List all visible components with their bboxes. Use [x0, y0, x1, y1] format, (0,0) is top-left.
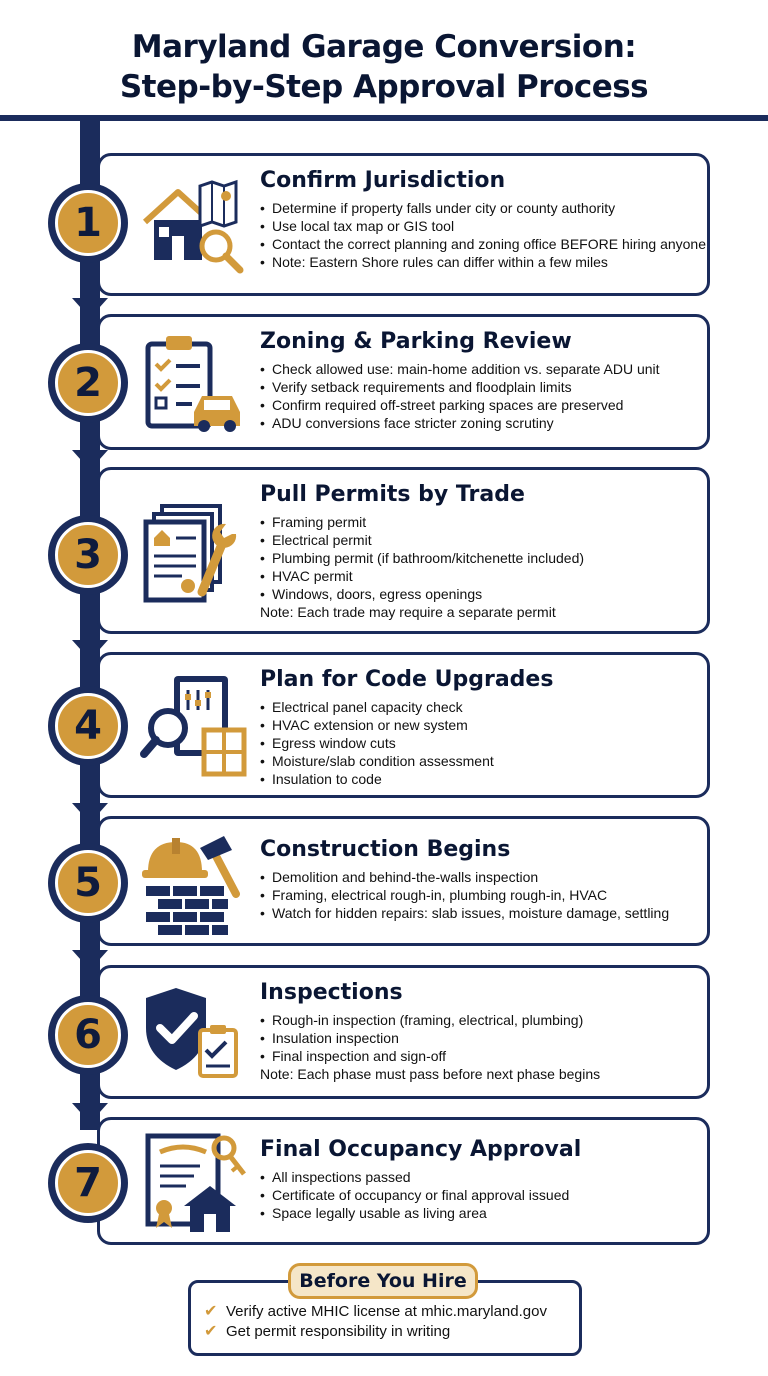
step-number-badge-2: [48, 343, 128, 423]
step-number-2: 2: [55, 350, 121, 416]
step-list-6: [260, 1011, 758, 1083]
list-item: • Egress window cuts: [260, 734, 758, 752]
list-item: • Space legally usable as living area: [260, 1204, 758, 1222]
list-item: • Final inspection and sign-off: [260, 1047, 758, 1065]
step-number-badge-4: [48, 686, 128, 766]
step-title-3: Pull Permits by Trade: [260, 482, 525, 507]
list-item: • Note: Eastern Shore rules can differ within a few miles: [260, 253, 758, 271]
step-title-2: Zoning & Parking Review: [260, 329, 572, 354]
list-item: • Contact the correct planning and zoning office BEFORE hiring anyone: [260, 235, 758, 253]
step-text-6: [260, 979, 758, 1083]
step-list-3: [260, 513, 758, 621]
step-title-6: Inspections: [260, 980, 403, 1005]
step-number-7: 7: [55, 1150, 121, 1216]
list-item: • Electrical panel capacity check: [260, 698, 758, 716]
step-list-5: [260, 868, 758, 922]
step-number-badge-6: [48, 995, 128, 1075]
list-item: • Confirm required off-street parking spaces are preserved: [260, 396, 758, 414]
step-note-6: Note: Each phase must pass before next phase begins: [260, 1066, 601, 1082]
list-item: • Check allowed use: main-home addition vs. separate ADU unit: [260, 360, 758, 378]
step-title-1: Confirm Jurisdiction: [260, 168, 506, 193]
step-text-1: [260, 167, 758, 271]
list-item: • Windows, doors, egress openings: [260, 585, 758, 603]
step-text-2: [260, 328, 758, 432]
list-item: • Plumbing permit (if bathroom/kitchenette included): [260, 549, 758, 567]
step-text-5: [260, 836, 758, 922]
before-you-hire-title: Before You Hire: [288, 1263, 478, 1299]
step-number-badge-5: [48, 843, 128, 923]
step-number-badge-3: [48, 515, 128, 595]
step-list-7: [260, 1168, 758, 1222]
step-number-badge-7: [48, 1143, 128, 1223]
timeline-arrow-1: [72, 298, 108, 318]
step-list-1: [260, 199, 758, 271]
title-line-1: Maryland Garage Conversion:: [131, 29, 637, 65]
list-item: • Moisture/slab condition assessment: [260, 752, 758, 770]
step-number-5: 5: [55, 850, 121, 916]
clipboard-car-icon: [140, 330, 250, 440]
hire-item-permit: [204, 1322, 547, 1342]
list-item: • Framing, electrical rough-in, plumbing rough-in, HVAC: [260, 886, 758, 904]
list-item: • Rough-in inspection (framing, electrical, plumbing): [260, 1011, 758, 1029]
house-map-magnifier-icon: [140, 172, 250, 282]
list-item: • Demolition and behind-the-walls inspection: [260, 868, 758, 886]
step-title-4: Plan for Code Upgrades: [260, 667, 554, 692]
list-item: • Verify setback requirements and floodplain limits: [260, 378, 758, 396]
step-number-6: 6: [55, 1002, 121, 1068]
step-number-4: 4: [55, 693, 121, 759]
list-item: • Use local tax map or GIS tool: [260, 217, 758, 235]
certificate-house-key-icon: [140, 1130, 250, 1240]
step-number-badge-1: [48, 183, 128, 263]
step-title-7: Final Occupancy Approval: [260, 1137, 582, 1162]
checkmark-icon: ✔: [204, 1323, 218, 1340]
list-item: • HVAC permit: [260, 567, 758, 585]
header-divider: [0, 115, 768, 121]
list-item: • Framing permit: [260, 513, 758, 531]
timeline-arrow-2: [72, 450, 108, 470]
electrical-panel-window-icon: [140, 670, 250, 780]
title-line-2: Step-by-Step Approval Process: [119, 69, 649, 105]
step-text-4: [260, 666, 758, 788]
step-list-2: [260, 360, 758, 432]
step-list-4: [260, 698, 758, 788]
step-number-1: 1: [55, 190, 121, 256]
step-note-3: Note: Each trade may require a separate permit: [260, 604, 556, 620]
list-item: • Watch for hidden repairs: slab issues, moisture damage, settling: [260, 904, 758, 922]
list-item: • ADU conversions face stricter zoning scrutiny: [260, 414, 758, 432]
step-title-5: Construction Begins: [260, 837, 511, 862]
checkmark-icon: ✔: [204, 1303, 218, 1320]
step-number-3: 3: [55, 522, 121, 588]
hire-item-text: Verify active MHIC license at mhic.maryland.gov: [226, 1303, 547, 1320]
shield-checklist-icon: [140, 980, 250, 1090]
step-text-7: [260, 1136, 758, 1222]
hire-item-text: Get permit responsibility in writing: [226, 1323, 451, 1340]
list-item: • Determine if property falls under city or county authority: [260, 199, 758, 217]
before-you-hire-list: [204, 1302, 547, 1342]
step-text-3: [260, 481, 758, 621]
permit-documents-wrench-icon: [140, 500, 250, 610]
page-title: [0, 0, 768, 107]
list-item: • Insulation to code: [260, 770, 758, 788]
page-header: [0, 0, 768, 120]
list-item: • HVAC extension or new system: [260, 716, 758, 734]
list-item: • Insulation inspection: [260, 1029, 758, 1047]
list-item: • Certificate of occupancy or final approval issued: [260, 1186, 758, 1204]
hardhat-bricks-hammer-icon: [140, 832, 250, 942]
list-item: • All inspections passed: [260, 1168, 758, 1186]
hire-item-license: [204, 1302, 547, 1322]
list-item: • Electrical permit: [260, 531, 758, 549]
